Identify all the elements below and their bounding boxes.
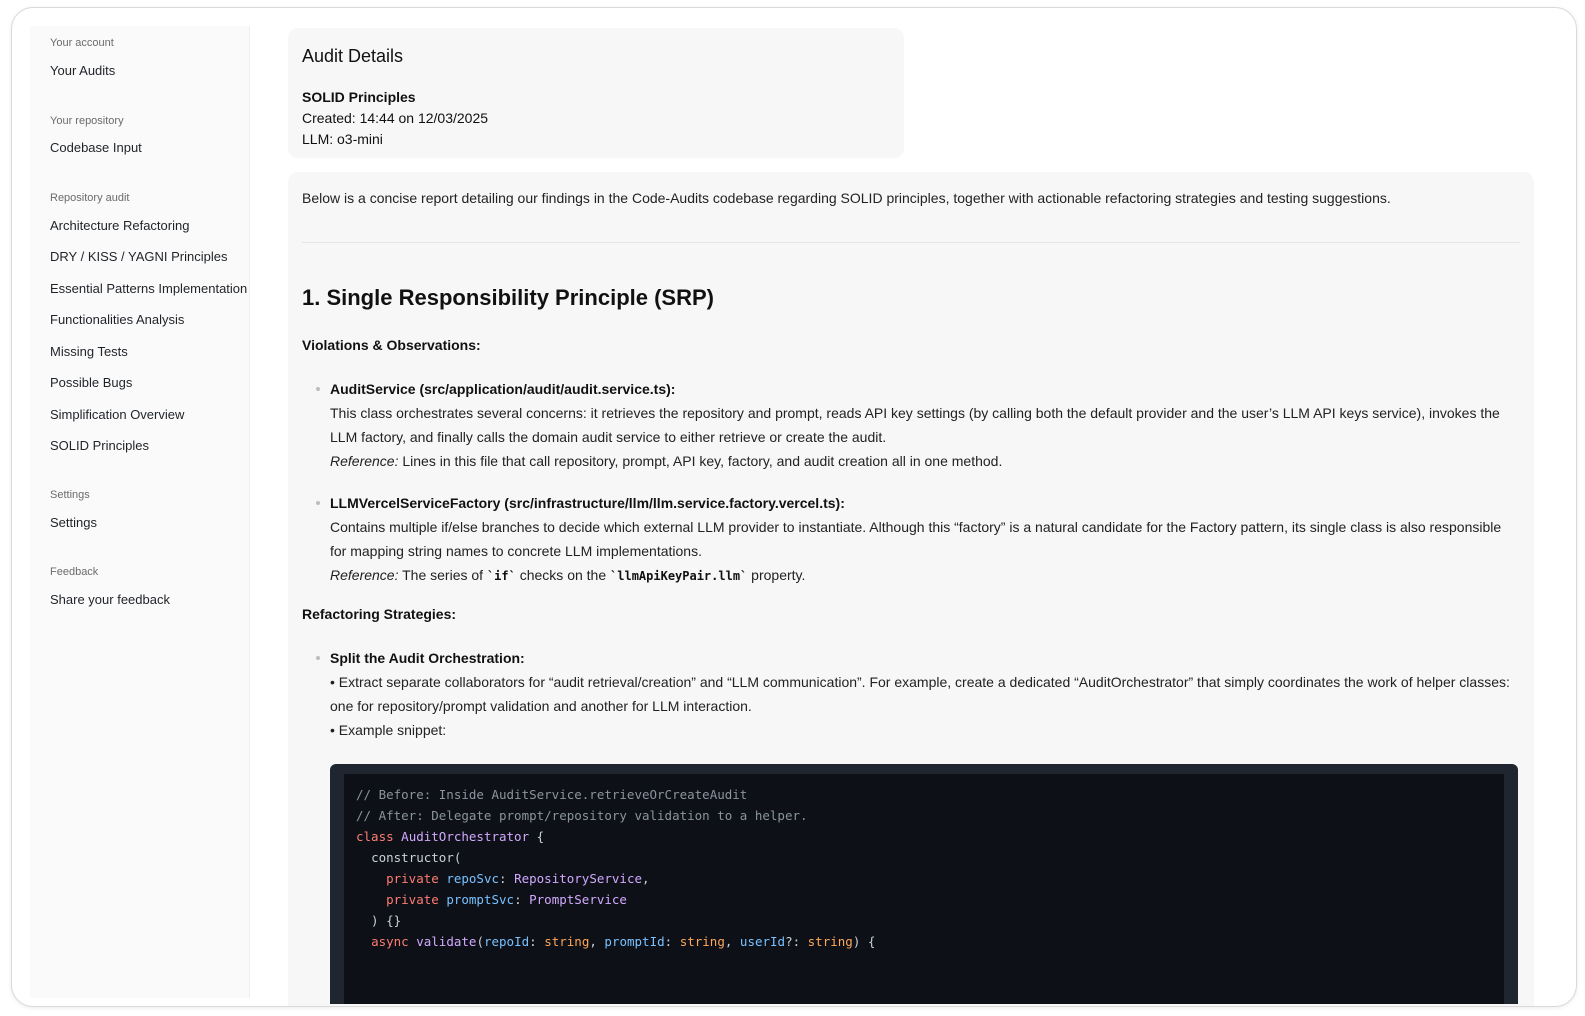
- nav-item-possible-bugs[interactable]: Possible Bugs: [50, 375, 133, 390]
- nav-group-title-feedback: Feedback: [50, 566, 99, 578]
- nav-item-essential-patterns[interactable]: Essential Patterns Implementation: [50, 281, 248, 296]
- audit-llm: LLM: o3-mini: [302, 131, 383, 147]
- nav-item-your-audits[interactable]: Your Audits: [50, 63, 116, 78]
- nav-item-architecture-refactoring[interactable]: Architecture Refactoring: [50, 218, 190, 233]
- nav-group-title-repository-audit: Repository audit: [50, 192, 130, 204]
- strategy-title: Split the Audit Orchestration:: [330, 650, 525, 666]
- code-comment: // After: Delegate prompt/repository validation to a helper.: [356, 808, 808, 823]
- reference-text: The series of: [398, 567, 487, 583]
- nav-group-title-repository: Your repository: [50, 115, 124, 127]
- code-keyword: private: [386, 871, 439, 886]
- code-comment: // Before: Inside AuditService.retrieveOrCreateAudit: [356, 787, 748, 802]
- refactoring-heading: Refactoring Strategies:: [302, 606, 457, 622]
- nav-item-dry-kiss-yagni[interactable]: DRY / KISS / YAGNI Principles: [50, 249, 228, 264]
- violations-list: [316, 377, 1520, 588]
- code-keyword: class: [356, 829, 394, 844]
- code-function: validate: [416, 934, 477, 949]
- reference-text: checks on the: [515, 567, 611, 583]
- report-divider: [302, 242, 1520, 243]
- sidebar: [30, 26, 250, 998]
- audit-name: SOLID Principles: [302, 89, 416, 105]
- code-constructor: constructor: [371, 850, 454, 865]
- violation-title: LLMVercelServiceFactory (src/infrastructure/llm/llm.service.factory.vercel.ts):: [330, 495, 845, 511]
- code-variable: promptSvc: [446, 892, 515, 907]
- nav-item-missing-tests[interactable]: Missing Tests: [50, 344, 128, 359]
- code-type: RepositoryService: [514, 871, 643, 886]
- code-type: string: [544, 934, 590, 949]
- code-class-name: AuditOrchestrator: [401, 829, 530, 844]
- code-variable: promptId: [604, 934, 665, 949]
- nav-group-title-account: Your account: [50, 37, 114, 49]
- audit-report[interactable]: [288, 172, 1534, 1007]
- inline-code: `llmApiKeyPair.llm`: [610, 569, 748, 583]
- code-type: PromptService: [529, 892, 627, 907]
- reference-text: property.: [747, 567, 806, 583]
- list-item: [316, 491, 1520, 588]
- audit-details-title: Audit Details: [302, 46, 404, 66]
- list-item: [316, 646, 1520, 742]
- section-title: 1. Single Responsibility Principle (SRP): [302, 285, 714, 310]
- violation-body: This class orchestrates several concerns: it retrieves the repository and prompt, reads API key settings (by calling both the default provider and the user’s LLM API keys service), invokes the LLM factory, and finally calls the domain audit service to either retrieve or create the audit.: [330, 405, 1500, 445]
- list-item: [316, 377, 1520, 473]
- code-type: string: [679, 934, 725, 949]
- nav-item-solid-principles[interactable]: SOLID Principles: [50, 438, 149, 453]
- main-content: [250, 8, 1577, 1007]
- violation-title: AuditService (src/application/audit/audit.service.ts):: [330, 381, 676, 397]
- app-window: [11, 7, 1577, 1007]
- nav-item-share-feedback[interactable]: Share your feedback: [50, 592, 170, 607]
- code-variable: repoSvc: [446, 871, 500, 886]
- nav-group-title-settings: Settings: [50, 489, 90, 501]
- code-variable: repoId: [483, 934, 530, 949]
- code-variable: userId: [739, 934, 786, 949]
- code-keyword: private: [386, 892, 439, 907]
- violations-heading: Violations & Observations:: [302, 337, 481, 353]
- audit-details-card: [288, 28, 904, 158]
- strategy-line: • Example snippet:: [330, 722, 447, 738]
- nav-item-functionalities-analysis[interactable]: Functionalities Analysis: [50, 312, 185, 327]
- reference-label: Reference:: [330, 453, 399, 469]
- code-type: string: [807, 934, 853, 949]
- report-intro: Below is a concise report detailing our findings in the Code-Audits codebase regarding SOLID principles, together with actionable refactoring strategies and testing suggestions.: [302, 190, 1391, 206]
- nav-item-codebase-input[interactable]: Codebase Input: [50, 140, 142, 155]
- reference-text: Lines in this file that call repository, prompt, API key, factory, and audit creation all in one method.: [398, 453, 1003, 469]
- nav-item-simplification-overview[interactable]: Simplification Overview: [50, 407, 185, 422]
- strategies-list: [316, 646, 1520, 742]
- code-content: // Before: Inside AuditService.retrieveOrCreateAudit // After: Delegate prompt/repository validation to a helper. class AuditOrchestrator { constructor( private repoSvc: RepositoryService, private promptSvc: PromptService ) {} async validate(repoId: string, promptId: string, userId?: string) {: [344, 774, 1504, 1004]
- violation-body: Contains multiple if/else branches to decide which external LLM provider to instantiate. Although this “factory” is a natural candidate for the Factory pattern, its single class is also responsible for mapping string names to concrete LLM implementations.: [330, 519, 1502, 559]
- violation-reference: [330, 449, 1520, 473]
- audit-created: Created: 14:44 on 12/03/2025: [302, 110, 489, 126]
- code-block[interactable]: [330, 764, 1518, 1004]
- violation-reference: [330, 563, 1520, 588]
- strategy-line: • Extract separate collaborators for “audit retrieval/creation” and “LLM communication”. For example, create a dedicated “AuditOrchestrator” that simply coordinates the work of helper classes: one for repository/prompt validation and another for LLM interaction.: [330, 674, 1510, 714]
- inline-code: `if`: [486, 569, 516, 583]
- code-keyword: async: [371, 934, 409, 949]
- nav-item-settings[interactable]: Settings: [50, 515, 97, 530]
- reference-label: Reference:: [330, 567, 399, 583]
